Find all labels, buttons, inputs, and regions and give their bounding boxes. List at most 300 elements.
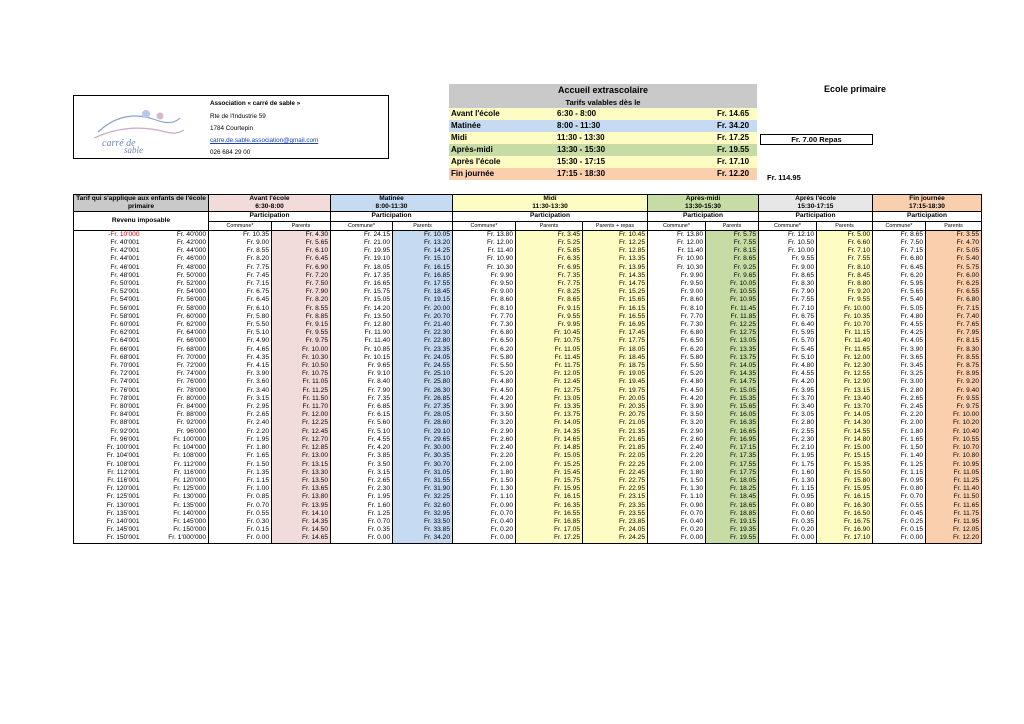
table-cell: Fr. 3.50	[648, 411, 706, 419]
table-cell: Fr. 0.45	[873, 510, 926, 518]
table-title: Tarif qui s'applique aux enfants de l'école primaire	[74, 195, 209, 212]
table-cell: Fr. 8.95	[926, 370, 982, 378]
table-cell: Fr. 42'001	[74, 247, 142, 255]
table-cell: Fr. 0.90	[648, 502, 706, 510]
table-row	[74, 477, 982, 485]
table-cell: Fr. 6.45	[209, 296, 272, 304]
section-header-apres-midi: Après-midi 13:30-15:30	[648, 195, 759, 212]
table-cell: Fr. 9.00	[759, 264, 817, 272]
table-cell: Fr. 22.80	[393, 337, 453, 345]
table-row	[74, 337, 982, 345]
header-subtitle-bar	[449, 97, 757, 108]
table-cell: Fr. 5.05	[926, 247, 982, 255]
table-cell: Fr. 24.05	[583, 526, 648, 534]
page-subtitle: Tarifs valables dès le	[565, 98, 641, 107]
table-cell: Fr. 9.10	[331, 370, 393, 378]
table-cell: Fr. 7.55	[759, 296, 817, 304]
logo-text: carré de	[102, 138, 136, 149]
table-cell: Fr. 2.20	[648, 452, 706, 460]
table-cell: Fr. 92'001	[74, 428, 142, 436]
table-cell: Fr. 5.25	[516, 239, 583, 247]
table-cell: Fr. 2.90	[453, 428, 516, 436]
table-cell: Fr. 2.30	[759, 436, 817, 444]
table-cell: Fr. 1.60	[331, 502, 393, 510]
table-cell: Fr. 7.70	[648, 313, 706, 321]
table-cell: Fr. 20.00	[393, 305, 453, 313]
table-cell: Fr. 13.80	[648, 230, 706, 239]
table-cell: Fr. 13.40	[817, 395, 873, 403]
table-cell: Fr. 21.05	[583, 419, 648, 427]
table-cell: Fr. 8.80	[817, 280, 873, 288]
table-cell: Fr. 0.40	[648, 518, 706, 526]
table-cell: Fr. 150'000	[142, 526, 209, 534]
table-cell: Fr. 7.50	[873, 239, 926, 247]
association-name: Association « carré de sable »	[210, 100, 301, 107]
commune-header: Commune*	[648, 221, 706, 230]
table-cell: Fr. 2.55	[759, 428, 817, 436]
table-cell: Fr. 19.55	[706, 534, 759, 543]
table-cell: Fr. 1.95	[759, 452, 817, 460]
table-cell: Fr. 50'000	[142, 272, 209, 280]
table-cell: Fr. 0.20	[648, 526, 706, 534]
parents-header: Parents	[272, 221, 331, 230]
table-cell: Fr. 13.05	[516, 395, 583, 403]
table-cell: Fr. 12.00	[272, 411, 331, 419]
table-cell: Fr. 64'000	[142, 329, 209, 337]
table-cell: Fr. 16.55	[583, 313, 648, 321]
table-cell: Fr. 0.25	[873, 518, 926, 526]
table-cell: Fr. 20.35	[583, 403, 648, 411]
table-cell: Fr. 9.55	[272, 329, 331, 337]
table-cell: Fr. 7.75	[209, 264, 272, 272]
table-cell: Fr. 1.80	[873, 428, 926, 436]
table-cell: Fr. 12.80	[331, 321, 393, 329]
table-cell: Fr. 27.35	[393, 403, 453, 411]
table-cell: Fr. 1.95	[209, 436, 272, 444]
table-cell: Fr. 1.95	[331, 493, 393, 501]
table-cell: Fr. 33.85	[393, 526, 453, 534]
table-cell: Fr. 1.00	[209, 485, 272, 493]
table-cell: Fr. 1.30	[759, 477, 817, 485]
table-cell: Fr. 16.50	[817, 510, 873, 518]
table-cell: Fr. 4.55	[331, 436, 393, 444]
svg-text:sable: sable	[124, 145, 143, 154]
table-cell: Fr. 10.00	[817, 305, 873, 313]
table-cell: Fr. 17.05	[516, 526, 583, 534]
table-cell: Fr. 52'000	[142, 280, 209, 288]
table-row	[74, 403, 982, 411]
table-cell: Fr. 10.30	[453, 264, 516, 272]
table-cell: Fr. 72'001	[74, 370, 142, 378]
table-cell: Fr. 6.80	[648, 329, 706, 337]
table-cell: Fr. 7.55	[706, 239, 759, 247]
table-cell: Fr. 92'000	[142, 419, 209, 427]
participation-header: Participation	[648, 212, 759, 221]
table-cell: Fr. 5.45	[759, 346, 817, 354]
table-cell: Fr. 29.10	[393, 428, 453, 436]
commune-header: Commune*	[453, 221, 516, 230]
table-cell: Fr. 9.15	[272, 321, 331, 329]
table-cell: Fr. 18.05	[706, 477, 759, 485]
participation-header: Participation	[209, 212, 331, 221]
table-cell: Fr. 26.30	[393, 387, 453, 395]
table-cell: Fr. 19.15	[706, 518, 759, 526]
table-cell: Fr. 16.65	[331, 280, 393, 288]
table-cell: Fr. 17.10	[817, 534, 873, 543]
table-cell: Fr. 23.35	[393, 346, 453, 354]
table-cell: Fr. 2.80	[873, 387, 926, 395]
table-cell: Fr. 7.15	[873, 247, 926, 255]
table-cell: Fr. 70'001	[74, 362, 142, 370]
table-cell: Fr. 21.85	[583, 444, 648, 452]
table-cell: Fr. 12.45	[516, 378, 583, 386]
table-cell: Fr. 9.25	[706, 264, 759, 272]
table-cell: Fr. 0.90	[453, 502, 516, 510]
table-cell: Fr. 15.05	[516, 452, 583, 460]
table-cell: Fr. 23.55	[583, 510, 648, 518]
table-cell: Fr. 16.90	[817, 526, 873, 534]
table-cell: Fr. 5.20	[648, 370, 706, 378]
table-cell: Fr. 9.55	[817, 296, 873, 304]
table-cell: Fr. 104'000	[142, 444, 209, 452]
table-cell: Fr. 2.00	[453, 461, 516, 469]
table-row	[74, 485, 982, 493]
table-cell: Fr. 4.15	[209, 362, 272, 370]
table-cell: Fr. 13.75	[516, 411, 583, 419]
table-cell: Fr. 5.40	[873, 296, 926, 304]
table-cell: Fr. 10.35	[209, 230, 272, 239]
table-cell: Fr. 6.60	[817, 239, 873, 247]
table-cell: Fr. 1.15	[873, 469, 926, 477]
table-cell: Fr. 12.20	[926, 534, 982, 543]
table-cell: Fr. 7.30	[453, 321, 516, 329]
table-cell: Fr. 12.85	[583, 247, 648, 255]
table-cell: Fr. 33.50	[393, 518, 453, 526]
table-cell: Fr. 14.25	[393, 247, 453, 255]
table-cell: Fr. 6.40	[759, 321, 817, 329]
table-cell: Fr. 3.70	[759, 395, 817, 403]
table-cell: Fr. 6.00	[926, 272, 982, 280]
table-cell: Fr. 6.75	[209, 288, 272, 296]
summary-price: Fr. 17.10	[717, 157, 750, 166]
table-cell: Fr. 32.60	[393, 502, 453, 510]
table-cell: Fr. 1.10	[453, 493, 516, 501]
table-cell: Fr. 7.90	[759, 288, 817, 296]
table-cell: Fr. 12.75	[706, 329, 759, 337]
table-cell: Fr. 1.50	[209, 461, 272, 469]
table-row	[74, 510, 982, 518]
association-email-link[interactable]: carre.de.sable.association@gmail.com	[210, 137, 319, 144]
summary-label: Après l'école	[451, 157, 501, 166]
table-cell: Fr. 16.85	[516, 518, 583, 526]
summary-time: 17:15 - 18:30	[557, 169, 606, 178]
table-cell: Fr. 5.00	[817, 230, 873, 239]
table-cell: Fr. 10.55	[926, 436, 982, 444]
table-cell: Fr. 0.70	[209, 502, 272, 510]
table-cell: Fr. 31.90	[393, 485, 453, 493]
table-cell: Fr. 16.15	[516, 493, 583, 501]
table-cell: Fr. 10.45	[583, 230, 648, 239]
table-cell: Fr. 64'001	[74, 337, 142, 345]
table-row	[74, 346, 982, 354]
table-cell: Fr. 0.00	[453, 534, 516, 543]
table-row	[74, 280, 982, 288]
table-cell: Fr. 14.35	[272, 518, 331, 526]
table-cell: Fr. 22.95	[583, 485, 648, 493]
table-cell: Fr. 4.80	[873, 313, 926, 321]
table-cell: Fr. 14.65	[272, 534, 331, 543]
table-cell: Fr. 6.75	[759, 313, 817, 321]
table-cell: Fr. 5.80	[648, 354, 706, 362]
table-cell: Fr. 14.35	[583, 272, 648, 280]
table-cell: Fr. 58'000	[142, 305, 209, 313]
table-cell: Fr. 13.80	[453, 230, 516, 239]
table-cell: Fr. 32.25	[393, 493, 453, 501]
parents-header: Parents	[706, 221, 759, 230]
table-cell: Fr. 3.15	[331, 469, 393, 477]
table-cell: Fr. 2.20	[453, 452, 516, 460]
table-cell: Fr. 6.20	[453, 346, 516, 354]
table-cell: Fr. 11.40	[817, 337, 873, 345]
table-cell: Fr. 68'000	[142, 346, 209, 354]
table-cell: Fr. 30.70	[393, 461, 453, 469]
table-cell: Fr. 2.60	[648, 436, 706, 444]
table-cell: Fr. 15.05	[331, 296, 393, 304]
table-cell: Fr. 0.00	[759, 534, 817, 543]
commune-header: Commune*	[759, 221, 817, 230]
table-cell: Fr. 16.95	[706, 436, 759, 444]
table-cell: Fr. 8.30	[759, 280, 817, 288]
table-cell: Fr. 2.40	[209, 419, 272, 427]
table-cell: Fr. 10.85	[331, 346, 393, 354]
table-cell: Fr. 8.10	[817, 264, 873, 272]
table-cell: Fr. 2.45	[873, 403, 926, 411]
table-row	[74, 230, 982, 239]
table-cell: Fr. 9.65	[331, 362, 393, 370]
participation-header: Participation	[453, 212, 648, 221]
table-cell: Fr. 12.25	[272, 419, 331, 427]
table-cell: Fr. 11.05	[272, 378, 331, 386]
table-cell: Fr. 9.65	[706, 272, 759, 280]
table-row	[74, 255, 982, 263]
table-cell: Fr. 21.35	[583, 428, 648, 436]
table-cell: Fr. 11.05	[926, 469, 982, 477]
table-cell: Fr. 50'001	[74, 280, 142, 288]
table-cell: Fr. 44'001	[74, 255, 142, 263]
total-price: Fr. 114.95	[767, 173, 801, 182]
table-cell: Fr. 8.20	[272, 296, 331, 304]
revenu-header: Revenu imposable	[74, 212, 209, 230]
table-cell: Fr. 1'000'000	[142, 534, 209, 543]
table-cell: Fr. 72'000	[142, 362, 209, 370]
table-cell: Fr. 135'001	[74, 510, 142, 518]
table-cell: Fr. 78'000	[142, 387, 209, 395]
table-cell: Fr. 22.25	[583, 461, 648, 469]
table-cell: Fr. 16.15	[817, 493, 873, 501]
page-title: Accueil extrascolaire	[557, 85, 649, 95]
table-cell: Fr. 6.35	[516, 255, 583, 263]
table-cell: Fr. 11.65	[817, 346, 873, 354]
table-cell: Fr. 60'001	[74, 321, 142, 329]
table-cell: Fr. 62'001	[74, 329, 142, 337]
table-cell: Fr. 4.05	[873, 337, 926, 345]
table-cell: Fr. 11.65	[926, 502, 982, 510]
table-cell: Fr. 9.90	[453, 272, 516, 280]
table-cell: Fr. 12.75	[516, 387, 583, 395]
table-cell: Fr. 19.95	[331, 247, 393, 255]
table-cell: Fr. 130'001	[74, 502, 142, 510]
table-cell: Fr. 17.55	[393, 280, 453, 288]
table-cell: Fr. 1.10	[648, 493, 706, 501]
table-cell: Fr. 9.55	[516, 313, 583, 321]
table-cell: Fr. 7.75	[516, 280, 583, 288]
table-cell: Fr. 2.00	[648, 461, 706, 469]
table-cell: Fr. 70'000	[142, 354, 209, 362]
table-row	[74, 452, 982, 460]
table-cell: Fr. 22.75	[583, 477, 648, 485]
table-cell: Fr. 17.35	[331, 272, 393, 280]
table-cell: Fr. 21.40	[393, 321, 453, 329]
summary-price: Fr. 12.20	[717, 169, 750, 178]
table-cell: Fr. 10.35	[817, 313, 873, 321]
table-cell: Fr. 11.75	[926, 510, 982, 518]
table-cell: Fr. 11.25	[272, 387, 331, 395]
table-cell: Fr. 16.55	[516, 510, 583, 518]
table-cell: Fr. 0.30	[209, 518, 272, 526]
table-cell: Fr. 108'001	[74, 461, 142, 469]
table-cell: Fr. 0.85	[209, 493, 272, 501]
table-cell: Fr. 11.25	[926, 477, 982, 485]
table-cell: Fr. 12.90	[817, 378, 873, 386]
table-row	[74, 354, 982, 362]
table-cell: Fr. 10.00	[759, 247, 817, 255]
table-cell: Fr. 0.80	[759, 502, 817, 510]
table-cell: Fr. 11.40	[648, 247, 706, 255]
table-cell: Fr. 0.35	[331, 526, 393, 534]
table-cell: Fr. 2.20	[209, 428, 272, 436]
table-cell: Fr. 9.75	[926, 403, 982, 411]
table-cell: Fr. 14.35	[516, 428, 583, 436]
table-cell: Fr. 13.00	[272, 452, 331, 460]
repas-price-box: Fr. 7.00 Repas	[760, 134, 873, 145]
table-cell: Fr. 18.45	[706, 493, 759, 501]
table-cell: Fr. 68'001	[74, 354, 142, 362]
table-cell: Fr. 13.35	[706, 346, 759, 354]
table-cell: Fr. 16.75	[817, 518, 873, 526]
table-cell: Fr. 14.85	[516, 444, 583, 452]
summary-time: 8:00 - 11:30	[557, 121, 601, 130]
table-cell: Fr. 16.15	[583, 305, 648, 313]
table-cell: Fr. 10.50	[759, 239, 817, 247]
table-cell: Fr. 4.70	[926, 239, 982, 247]
table-cell: Fr. 15.65	[583, 296, 648, 304]
table-cell: Fr. 0.15	[209, 526, 272, 534]
table-cell: Fr. 2.60	[453, 436, 516, 444]
table-cell: Fr. 5.70	[759, 337, 817, 345]
table-cell: Fr. 12.00	[648, 239, 706, 247]
table-cell: Fr. 11.05	[516, 346, 583, 354]
table-cell: Fr. 7.40	[926, 313, 982, 321]
table-cell: Fr. 10.30	[272, 354, 331, 362]
table-cell: Fr. 1.15	[209, 477, 272, 485]
table-cell: Fr. 88'001	[74, 419, 142, 427]
table-cell: Fr. 16.85	[393, 272, 453, 280]
table-cell: Fr. 140'000	[142, 510, 209, 518]
table-cell: Fr. 18.85	[706, 510, 759, 518]
table-cell: Fr. 19.05	[583, 370, 648, 378]
table-cell: Fr. 5.20	[453, 370, 516, 378]
table-cell: Fr. 145'000	[142, 518, 209, 526]
table-cell: Fr. 14.55	[817, 428, 873, 436]
table-row	[74, 264, 982, 272]
table-cell: Fr. 2.65	[209, 411, 272, 419]
table-cell: -Fr. 10'000	[74, 230, 142, 239]
table-cell: Fr. 116'000	[142, 469, 209, 477]
table-cell: Fr. 5.50	[648, 362, 706, 370]
table-cell: Fr. 4.55	[873, 321, 926, 329]
table-cell: Fr. 3.65	[873, 354, 926, 362]
table-cell: Fr. 18.05	[583, 346, 648, 354]
table-row	[74, 370, 982, 378]
table-cell: Fr. 120'000	[142, 477, 209, 485]
table-cell: Fr. 11.40	[926, 485, 982, 493]
parents-header: Parents	[817, 221, 873, 230]
table-cell: Fr. 10.90	[453, 255, 516, 263]
table-cell: Fr. 13.70	[817, 403, 873, 411]
table-cell: Fr. 21.00	[331, 239, 393, 247]
table-cell: Fr. 125'000	[142, 485, 209, 493]
table-cell: Fr. 9.50	[453, 280, 516, 288]
table-cell: Fr. 4.30	[272, 230, 331, 239]
table-cell: Fr. 6.90	[272, 264, 331, 272]
table-cell: Fr. 10.50	[272, 362, 331, 370]
summary-time: 11:30 - 13:30	[557, 133, 605, 142]
table-cell: Fr. 14.05	[516, 419, 583, 427]
table-cell: Fr. 6.80	[453, 329, 516, 337]
table-cell: Fr. 30.00	[393, 444, 453, 452]
table-cell: Fr. 8.60	[648, 296, 706, 304]
table-cell: Fr. 8.65	[706, 255, 759, 263]
table-cell: Fr. 6.10	[209, 305, 272, 313]
table-cell: Fr. 3.55	[926, 230, 982, 239]
table-cell: Fr. 10.05	[393, 230, 453, 239]
table-cell: Fr. 13.95	[272, 502, 331, 510]
table-cell: Fr. 116'001	[74, 477, 142, 485]
table-cell: Fr. 9.40	[926, 387, 982, 395]
table-cell: Fr. 8.60	[453, 296, 516, 304]
table-cell: Fr. 0.70	[873, 493, 926, 501]
table-cell: Fr. 5.65	[272, 239, 331, 247]
table-cell: Fr. 6.50	[453, 337, 516, 345]
table-cell: Fr. 3.90	[648, 403, 706, 411]
table-cell: Fr. 8.10	[648, 305, 706, 313]
table-cell: Fr. 11.15	[817, 329, 873, 337]
table-cell: Fr. 6.20	[648, 346, 706, 354]
table-cell: Fr. 7.50	[272, 280, 331, 288]
table-cell: Fr. 10.40	[926, 428, 982, 436]
table-row	[74, 288, 982, 296]
table-cell: Fr. 0.95	[873, 477, 926, 485]
commune-header: Commune*	[331, 221, 393, 230]
table-cell: Fr. 11.50	[272, 395, 331, 403]
table-cell: Fr. 18.25	[706, 485, 759, 493]
table-cell: Fr. 17.15	[706, 444, 759, 452]
table-cell: Fr. 15.00	[817, 444, 873, 452]
table-cell: Fr. 5.10	[759, 354, 817, 362]
table-cell: Fr. 140'001	[74, 518, 142, 526]
table-cell: Fr. 16.65	[706, 428, 759, 436]
table-cell: Fr. 8.40	[331, 378, 393, 386]
